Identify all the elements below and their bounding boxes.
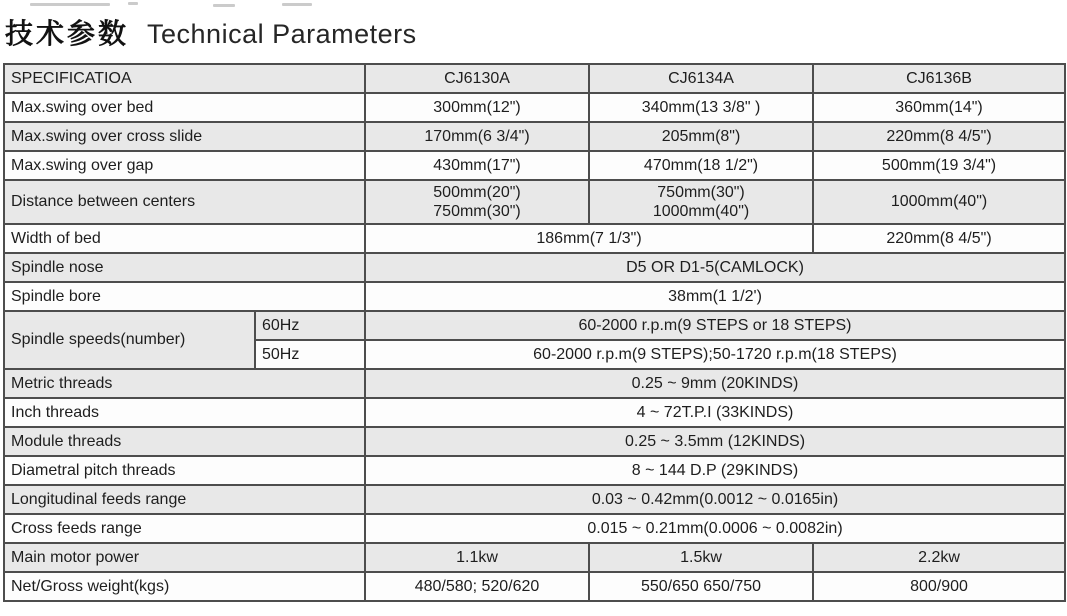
row-max-swing-over-bed	[4, 93, 1065, 122]
value-max-swing-gap-cj6134a: 470mm(18 1/2")	[589, 151, 813, 180]
value-max-swing-gap-cj6130a: 430mm(17")	[365, 151, 589, 180]
value-motor-power-cj6130a: 1.1kw	[365, 543, 589, 572]
value-line: 1000mm(40")	[652, 203, 750, 220]
value-line: 500mm(20")	[433, 184, 521, 201]
value-line: 750mm(30")	[433, 203, 521, 220]
label-main-motor-power: Main motor power	[4, 543, 365, 572]
label-width-of-bed: Width of bed	[4, 224, 365, 253]
label-cross-feeds-range: Cross feeds range	[4, 514, 365, 543]
row-max-swing-over-gap	[4, 151, 1065, 180]
row-net-gross-weight	[4, 572, 1065, 601]
value-weight-cj6130a: 480/580; 520/620	[365, 572, 589, 601]
row-metric-threads	[4, 369, 1065, 398]
scan-artifact	[30, 3, 110, 6]
header-row	[4, 64, 1065, 93]
row-cross-feeds-range	[4, 514, 1065, 543]
value-width-of-bed-cj6130a-cj6134a: 186mm(7 1/3")	[365, 224, 813, 253]
model-header-cj6136b: CJ6136B	[813, 64, 1065, 93]
row-main-motor-power	[4, 543, 1065, 572]
label-module-threads: Module threads	[4, 427, 365, 456]
label-max-swing-cross-slide: Max.swing over cross slide	[4, 122, 365, 151]
value-diametral-pitch-threads: 8 ~ 144 D.P (29KINDS)	[365, 456, 1065, 485]
value-max-swing-cross-cj6130a: 170mm(6 3/4")	[365, 122, 589, 151]
label-max-swing-gap: Max.swing over gap	[4, 151, 365, 180]
value-spindle-nose: D5 OR D1-5(CAMLOCK)	[365, 253, 1065, 282]
page-title-english: Technical Parameters	[147, 19, 417, 49]
value-line: 750mm(30")	[657, 184, 745, 201]
value-max-swing-bed-cj6130a: 300mm(12")	[365, 93, 589, 122]
label-longitudinal-feeds-range: Longitudinal feeds range	[4, 485, 365, 514]
scan-artifact	[213, 4, 235, 7]
value-max-swing-bed-cj6134a: 340mm(13 3/8" )	[589, 93, 813, 122]
value-max-swing-cross-cj6134a: 205mm(8")	[589, 122, 813, 151]
row-diametral-pitch-threads	[4, 456, 1065, 485]
value-weight-cj6136b: 800/900	[813, 572, 1065, 601]
value-metric-threads: 0.25 ~ 9mm (20KINDS)	[365, 369, 1065, 398]
value-motor-power-cj6134a: 1.5kw	[589, 543, 813, 572]
technical-parameters-table	[3, 63, 1066, 602]
row-inch-threads	[4, 398, 1065, 427]
scan-artifact	[128, 2, 138, 5]
value-max-swing-cross-cj6136b: 220mm(8 4/5")	[813, 122, 1065, 151]
label-50hz: 50Hz	[255, 340, 365, 369]
label-diametral-pitch-threads: Diametral pitch threads	[4, 456, 365, 485]
value-longitudinal-feeds-range: 0.03 ~ 0.42mm(0.0012 ~ 0.0165in)	[365, 485, 1065, 514]
label-spindle-nose: Spindle nose	[4, 253, 365, 282]
label-spindle-bore: Spindle bore	[4, 282, 365, 311]
label-spindle-speeds: Spindle speeds(number)	[4, 311, 255, 369]
scan-artifact	[282, 3, 312, 6]
row-longitudinal-feeds-range	[4, 485, 1065, 514]
page-title-chinese: 技术参数	[5, 18, 130, 49]
row-width-of-bed	[4, 224, 1065, 253]
value-weight-cj6134a: 550/650 650/750	[589, 572, 813, 601]
value-spindle-speeds-50hz: 60-2000 r.p.m(9 STEPS);50-1720 r.p.m(18 STEPS)	[365, 340, 1065, 369]
value-distance-cj6136b: 1000mm(40")	[813, 180, 1065, 224]
value-spindle-speeds-60hz: 60-2000 r.p.m(9 STEPS or 18 STEPS)	[365, 311, 1065, 340]
value-inch-threads: 4 ~ 72T.P.I (33KINDS)	[365, 398, 1065, 427]
spec-column-header: SPECIFICATIOA	[4, 64, 365, 93]
page-title	[5, 12, 417, 52]
value-max-swing-bed-cj6136b: 360mm(14")	[813, 93, 1065, 122]
value-distance-cj6130a	[365, 180, 589, 224]
value-width-of-bed-cj6136b: 220mm(8 4/5")	[813, 224, 1065, 253]
value-motor-power-cj6136b: 2.2kw	[813, 543, 1065, 572]
label-distance-between-centers: Distance between centers	[4, 180, 365, 224]
label-max-swing-over-bed: Max.swing over bed	[4, 93, 365, 122]
label-net-gross-weight: Net/Gross weight(kgs)	[4, 572, 365, 601]
value-distance-cj6134a	[589, 180, 813, 224]
label-metric-threads: Metric threads	[4, 369, 365, 398]
model-header-cj6134a: CJ6134A	[589, 64, 813, 93]
row-max-swing-over-cross-slide	[4, 122, 1065, 151]
value-module-threads: 0.25 ~ 3.5mm (12KINDS)	[365, 427, 1065, 456]
row-spindle-bore	[4, 282, 1065, 311]
label-inch-threads: Inch threads	[4, 398, 365, 427]
value-cross-feeds-range: 0.015 ~ 0.21mm(0.0006 ~ 0.0082in)	[365, 514, 1065, 543]
row-distance-between-centers	[4, 180, 1065, 224]
row-spindle-speeds-60hz	[4, 311, 1065, 340]
row-module-threads	[4, 427, 1065, 456]
value-spindle-bore: 38mm(1 1/2')	[365, 282, 1065, 311]
row-spindle-nose	[4, 253, 1065, 282]
value-max-swing-gap-cj6136b: 500mm(19 3/4")	[813, 151, 1065, 180]
model-header-cj6130a: CJ6130A	[365, 64, 589, 93]
label-60hz: 60Hz	[255, 311, 365, 340]
